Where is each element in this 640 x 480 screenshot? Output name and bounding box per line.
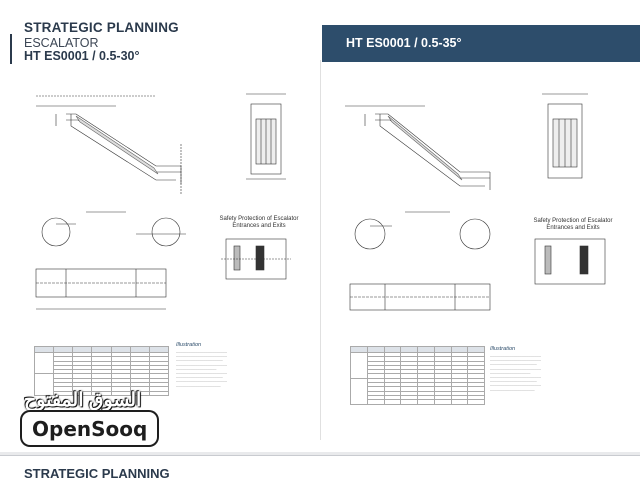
drawing-panel-left [16, 84, 316, 424]
model-left: HT ES0001 / 0.5-30° [24, 49, 140, 63]
next-page-brand-title: STRATEGIC PLANNING [24, 466, 170, 480]
safety-caption-right: Safety Protection of Escalator Entrances and Exits [533, 218, 613, 231]
illustration-heading-right: Illustration [490, 346, 516, 352]
header-accent-bar [10, 34, 12, 64]
page-divider [320, 60, 321, 440]
spec-table-right-grid [350, 346, 485, 405]
model-banner-right [322, 25, 640, 62]
safety-caption-left: Safety Protection of Escalator Entrances and Exits [219, 216, 299, 229]
watermark-arabic: السوق المفتوح [24, 390, 142, 411]
brand-title: STRATEGIC PLANNING [24, 20, 179, 35]
illustration-notes-right: ──────────────────────── ──────────────────────── ────────────────────── ──────────────────────── ─────────────────── ──────────────────────── ────────────────────── ──────────────────────── ───────────────────── [490, 354, 542, 392]
watermark-logo: OpenSooq [22, 412, 157, 445]
model-right: HT ES0001 / 0.5-35° [346, 36, 462, 50]
illustration-notes-left: ──────────────────────── ──────────────────────── ────────────────────── ──────────────────────── ─────────────────── ──────────────────────── ────────────────────── ──────────────────────── ───────────────────── [176, 350, 228, 388]
illustration-heading-left: Illustration [176, 342, 202, 348]
drawing-panel-right [330, 84, 630, 424]
product-category: ESCALATOR [24, 36, 99, 50]
